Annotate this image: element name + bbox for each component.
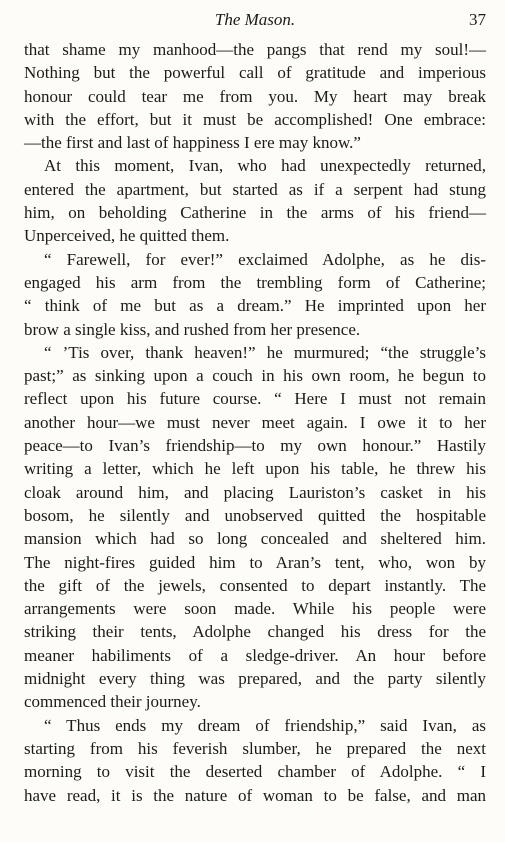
running-title: The Mason. — [214, 10, 296, 29]
text-line: reflect upon his future course. “ Here I must not remain — [24, 389, 486, 409]
text-line: “ Farewell, for ever!” exclaimed Adolphe, as he dis- — [44, 249, 486, 269]
text-line: cloak around him, and placing Lauriston’s casket in his — [24, 482, 486, 502]
page-number: 37 — [469, 10, 486, 29]
text-line: that shame my manhood—the pangs that rend my soul!— — [24, 40, 486, 59]
text-line: another hour—we must never meet again. I owe it to her — [24, 412, 486, 432]
text-line: striking their tents, Adolphe changed his dress for the — [24, 622, 486, 642]
body-text — [24, 38, 486, 807]
text-line: “ Thus ends my dream of friendship,” said Ivan, as — [44, 715, 486, 735]
text-line: have read, it is the nature of woman to be false, and man — [24, 785, 486, 805]
text-line: —the first and last of happiness I ere may know.” — [24, 133, 361, 153]
text-line: him, on beholding Catherine in the arms of his friend— — [24, 203, 486, 223]
text-line: with the effort, but it must be accomplished! One embrace: — [24, 109, 486, 129]
text-line: entered the apartment, but started as if a serpent had stung — [24, 179, 486, 199]
text-line: bosom, he silently and unobserved quitted the hospitable — [24, 505, 486, 525]
text-line: meaner habiliments of a sledge-driver. An hour before — [24, 645, 486, 665]
text-line: honour could tear me from you. My heart may break — [24, 86, 486, 106]
text-line: The night-fires guided him to Aran’s tent, who, won by — [24, 552, 486, 572]
text-line: Nothing but the powerful call of gratitude and imperious — [24, 63, 486, 83]
text-line: Unperceived, he quitted them. — [24, 226, 230, 246]
text-line: At this moment, Ivan, who had unexpectedly returned, — [44, 156, 486, 176]
text-line: midnight every thing was prepared, and the party silently — [24, 669, 486, 689]
text-line: morning to visit the deserted chamber of Adolphe. “ I — [24, 762, 486, 782]
text-line: arrangements were soon made. While his people were — [24, 599, 486, 619]
text-line: brow a single kiss, and rushed from her presence. — [24, 319, 361, 339]
text-line: the gift of the jewels, consented to depart instantly. The — [24, 575, 486, 595]
text-line: writing a letter, which he left upon his table, he threw his — [24, 459, 486, 479]
text-line: past;” as sinking upon a couch in his own room, he begun to — [24, 366, 486, 386]
text-line: commenced their journey. — [24, 692, 201, 712]
text-line: starting from his feverish slumber, he prepared the next — [24, 738, 486, 758]
text-line: mansion which had so long concealed and sheltered him. — [24, 529, 486, 549]
text-line: engaged his arm from the trembling form of Catherine; — [24, 272, 486, 292]
book-page — [24, 6, 486, 807]
text-line: peace—to Ivan’s friendship—to my own honour.” Hastily — [24, 436, 486, 456]
text-line: “ think of me but as a dream.” He imprinted upon her — [24, 296, 486, 316]
text-line: “ ’Tis over, thank heaven!” he murmured; “the struggle’s — [44, 342, 486, 362]
page-header — [24, 6, 486, 38]
